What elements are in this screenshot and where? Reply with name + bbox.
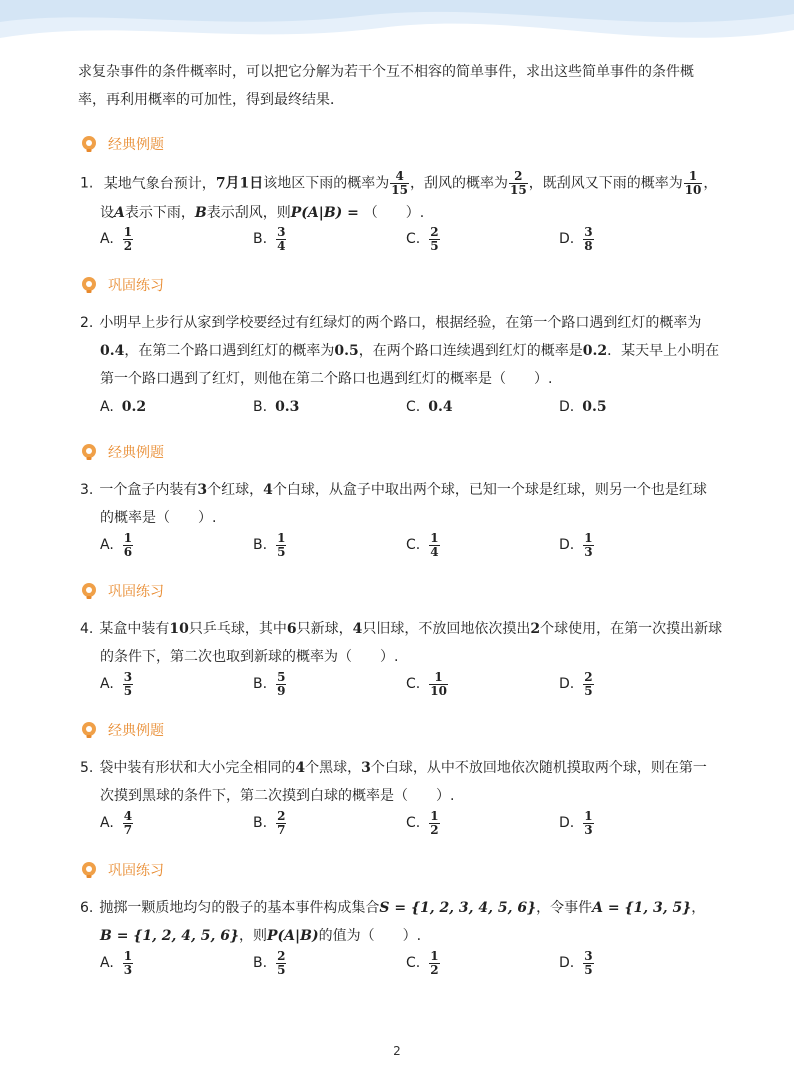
option-d[interactable]: D. $\frac{1}{3}$	[559, 530, 593, 559]
option-a[interactable]: A. $\frac{3}{5}$	[100, 669, 133, 698]
question-6-options	[100, 945, 660, 981]
question-4-options	[100, 666, 660, 702]
intro-line-1: 求复杂事件的条件概率时，可以把它分解为若干个互不相容的简单事件，求出这些简单事件的条件概	[78, 64, 694, 80]
option-a[interactable]: A. $\frac{1}{3}$	[100, 948, 133, 977]
option-a[interactable]: A. 0.2	[100, 399, 147, 415]
section-header-example	[80, 441, 164, 463]
option-b[interactable]: B. $\frac{2}{5}$	[253, 948, 286, 977]
section-header-example	[80, 133, 164, 155]
fraction: $\frac{1}{10}$	[684, 169, 702, 197]
option-d[interactable]: D. $\frac{2}{5}$	[559, 669, 593, 698]
section-header-example	[80, 719, 164, 741]
section-header-practice	[80, 274, 164, 296]
lightbulb-icon	[80, 276, 98, 294]
option-a[interactable]: A. $\frac{4}{7}$	[100, 808, 133, 837]
lightbulb-icon	[80, 861, 98, 879]
question-3-options	[100, 527, 660, 563]
option-c[interactable]: C. $\frac{1}{10}$	[406, 669, 447, 698]
option-b[interactable]: B. $\frac{3}{4}$	[253, 224, 286, 253]
question-1-options	[100, 221, 660, 257]
option-d[interactable]: D. $\frac{3}{8}$	[559, 224, 593, 253]
lightbulb-icon	[80, 721, 98, 739]
question-1-line-1: 1. 某地气象台预计，7月1日该地区下雨的概率为 $\frac{4}{15}$ ，刮风的概率为 $\frac{2}{15}$ ，既刮风又下雨的概率为 $\frac{1}{10}$ ，	[80, 169, 718, 197]
lightbulb-icon	[80, 135, 98, 153]
lightbulb-icon	[80, 582, 98, 600]
page-number: 2	[393, 1044, 401, 1058]
option-a[interactable]: A. $\frac{1}{2}$	[100, 224, 133, 253]
question-1-line-2: 设A表示下雨，B表示刮风，则P(A|B) = （ ）.	[100, 205, 425, 221]
option-c[interactable]: C. $\frac{2}{5}$	[406, 224, 439, 253]
option-b[interactable]: B. $\frac{1}{5}$	[253, 530, 286, 559]
option-d[interactable]: D. $\frac{3}{5}$	[559, 948, 593, 977]
question-2-options	[100, 389, 660, 425]
question-5: 5. 袋中装有形状和大小完全相同的4个黑球，3个白球，从中不放回地依次随机摸取两个球，则在第一 次摸到黑球的条件下，第二次摸到白球的概率是（ ）.	[80, 760, 707, 804]
option-c[interactable]: C. 0.4	[406, 399, 453, 415]
option-b[interactable]: B. 0.3	[253, 399, 300, 415]
intro-paragraph	[78, 58, 718, 114]
option-b[interactable]: B. $\frac{2}{7}$	[253, 808, 286, 837]
question-4: 4. 某盒中装有10只乒乓球，其中6只新球，4只旧球，不放回地依次摸出2个球使用，在第一次摸出新球 的条件下，第二次也取到新球的概率为（ ）.	[80, 621, 723, 665]
header-wave-decoration	[0, 0, 794, 58]
question-2: 2. 小明早上步行从家到学校要经过有红绿灯的两个路口，根据经验，在第一个路口遇到红灯的概率为 0.4，在第二个路口遇到红灯的概率为0.5，在两个路口连续遇到红灯的概率是0.2．某天早上小明在 第一个路口遇到了红灯，则他在第二个路口也遇到红灯的概率是（ ）.	[80, 315, 720, 387]
question-number: 1.	[80, 175, 94, 192]
section-title: 巩固练习	[108, 278, 164, 294]
intro-line-2: 率，再利用概率的可加性，得到最终结果．	[78, 92, 344, 108]
fraction: $\frac{4}{15}$	[391, 169, 408, 197]
section-title: 经典例题	[108, 723, 164, 739]
section-header-practice	[80, 580, 164, 602]
fraction: $\frac{2}{15}$	[510, 169, 527, 197]
section-title: 巩固练习	[108, 584, 164, 600]
question-3: 3. 一个盒子内装有3个红球，4个白球，从盒子中取出两个球，已知一个球是红球，则另一个也是红球 的概率是（ ）.	[80, 482, 707, 526]
question-6: 6. 抛掷一颗质地均匀的骰子的基本事件构成集合S = {1, 2, 3, 4, 5, 6}，令事件A = {1, 3, 5}， B = {1, 2, 4, 5, 6}，则P(A|B)的值为（ ）.	[80, 900, 706, 944]
section-header-practice	[80, 859, 164, 881]
lightbulb-icon	[80, 443, 98, 461]
section-title: 巩固练习	[108, 863, 164, 879]
section-title: 经典例题	[108, 445, 164, 461]
option-d[interactable]: D. 0.5	[559, 399, 607, 415]
option-c[interactable]: C. $\frac{1}{2}$	[406, 948, 439, 977]
option-d[interactable]: D. $\frac{1}{3}$	[559, 808, 593, 837]
option-b[interactable]: B. $\frac{5}{9}$	[253, 669, 286, 698]
option-c[interactable]: C. $\frac{1}{4}$	[406, 530, 439, 559]
option-a[interactable]: A. $\frac{1}{6}$	[100, 530, 133, 559]
option-c[interactable]: C. $\frac{1}{2}$	[406, 808, 439, 837]
section-title: 经典例题	[108, 137, 164, 153]
question-5-options	[100, 805, 660, 841]
